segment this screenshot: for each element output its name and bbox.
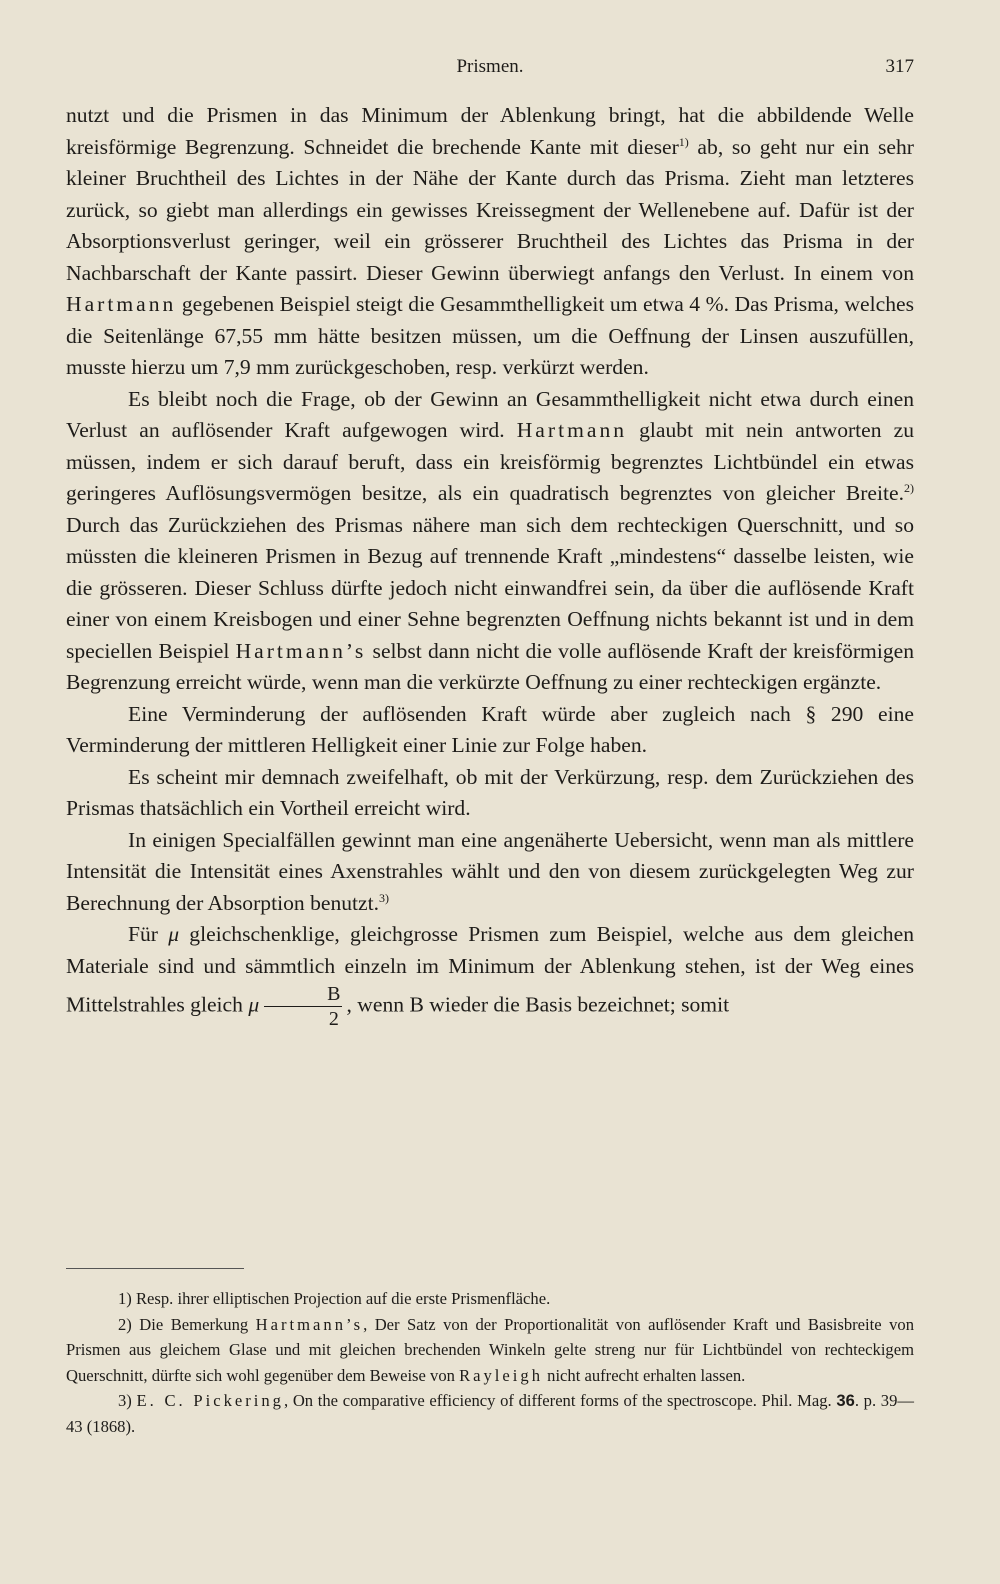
running-header (66, 56, 914, 86)
fraction-numerator: B (327, 983, 341, 1005)
author-name-spaced: Hartmann (66, 292, 177, 316)
footnote-ref-3: 3) (379, 890, 390, 905)
p2-text-d: selbst dann nicht die volle auflösende Kraft der kreisförmigen Begrenzung erreicht würde, wenn man die verkürzte Oeffnung zu einer rechteckigen ergänzte. (66, 638, 915, 694)
main-text (66, 100, 914, 1031)
running-title: Prismen. (456, 56, 524, 77)
p6-text-b: gleichschenklige, gleichgrosse Prismen zum Beispiel, welche aus dem gleichen Materiale sind und sämmtlich einzeln im Minimum der Ablenkung stehen, ist der Weg eines Mittelstrahles gleich (66, 922, 914, 1017)
p1-text-b: ab, so geht nur ein sehr kleiner Bruchtheil des Lichtes in der Nähe der Kante durch das Prisma. Zieht man letzteres zurück, so giebt man allerdings ein gewisses Kreissegment der Wellenebene auf. Dafür ist der Absorptionsverlust geringer, weil ein grösserer Bruchtheil des Lichtes das Prisma in der Nachbarschaft der Kante passirt. Dieser Gewinn überwiegt anfangs den Verlust. In einem von (66, 134, 914, 285)
paragraph-2 (66, 384, 914, 699)
p6-text-a: Für (128, 922, 169, 946)
paragraph-6 (66, 919, 914, 1031)
p6-text-c: , wenn B wieder die Basis bezeichnet; somit (346, 992, 730, 1017)
footnotes (66, 1286, 914, 1440)
footnote-ref-2: 2) (904, 481, 914, 495)
author-name-spaced: Rayleigh (459, 1365, 543, 1385)
fn3-text-b: , On the comparative efficiency of different forms of the spectroscope. Phil. Mag. (283, 1391, 837, 1411)
paragraph-3: Eine Verminderung der auflösenden Kraft würde aber zugleich nach § 290 eine Verminderung der mittleren Helligkeit einer Linie zur Folge haben. (66, 701, 914, 757)
footnote-2 (66, 1312, 914, 1389)
p1-text-c: gegebenen Beispiel steigt die Gesammthelligkeit um etwa 4 %. Das Prisma, welches die Seitenlänge 67,55 mm hätte besitzen müssen, um die Oeffnung der Linsen auszufüllen, musste hierzu um 7,9 mm zurückgeschoben, resp. verkürzt werden. (66, 292, 914, 379)
fn3-text-a: 3) (118, 1391, 137, 1411)
fn2-text-c: nicht aufrecht erhalten lassen. (543, 1365, 746, 1385)
paragraph-4: Es scheint mir demnach zweifelhaft, ob mit der Verkürzung, resp. dem Zurückziehen des Prismas thatsächlich ein Vortheil erreicht wird. (66, 764, 914, 820)
footnote-1: 1) Resp. ihrer elliptischen Projection auf die erste Prismenfläche. (118, 1289, 551, 1308)
p2-text-a: Es bleibt noch die Frage, ob der Gewinn an Gesammthelligkeit nicht etwa durch einen Verlust an auflösender Kraft aufgewogen wird. (66, 386, 914, 442)
author-name-spaced: Hartmann’s (235, 638, 367, 663)
math-mu: μ (248, 992, 260, 1017)
author-name-spaced: E. C. Pickering (136, 1391, 284, 1411)
fraction-denominator: 2 (264, 1006, 342, 1031)
footnote-ref-1: 1) (678, 134, 689, 149)
page-number: 317 (885, 56, 914, 77)
p2-text-c: Durch das Zurückziehen des Prismas nähere man sich dem rechteckigen Querschnitt, und so müssten die kleineren Prismen in Bezug auf trennende Kraft „mindestens“ dasselbe leisten, wie die grösseren. Dieser Schluss dürfte jedoch nicht einwandfrei sein, da über die auflösende Kraft einer von einem Kreisbogen und einer Sehne begrenzten Oeffnung nichts bekannt ist und in dem speciellen Beispiel (66, 512, 914, 663)
paragraph-1 (66, 100, 914, 384)
author-name-spaced: Hartmann’s (255, 1314, 364, 1334)
fn3-text-c: . p. 39—43 (1868). (66, 1391, 914, 1436)
fn2-text-a: 2) Die Bemerkung (118, 1314, 256, 1334)
author-name-spaced: Hartmann (516, 418, 628, 442)
p5-text: In einigen Specialfällen gewinnt man eine angenäherte Uebersicht, wenn man als mittlere Intensität die Intensität eines Axenstrahles wählt und den von diesem zurückgelegten Weg zur Berechnung der Absorption benutzt. (66, 827, 914, 915)
math-mu: μ (168, 922, 180, 946)
fn2-text-b: , Der Satz von der Proportionalität von auflösender Kraft und Basisbreite von Prismen aus gleichem Glase und mit gleichen brechenden Winkeln gelte streng nur für Lichtbündel von rechteckigem Querschnitt, dürfte sich wohl gegenüber dem Beweise von (66, 1314, 914, 1385)
p2-text-b: glaubt mit nein antworten zu müssen, indem er sich darauf beruft, dass ein kreisförmig begrenztes Lichtbündel ein etwas geringeres Auflösungsvermögen besitze, als ein quadratisch begrenztes von gleicher Breite. (66, 418, 915, 505)
footnote-3 (66, 1388, 914, 1439)
volume-number: 36 (836, 1391, 855, 1411)
fraction-b-over-2 (262, 982, 343, 1031)
p1-text-a: nutzt und die Prismen in das Minimum der Ablenkung bringt, hat die abbildende Welle kreisförmige Begrenzung. Schneidet die brechende Kante mit dieser (66, 103, 914, 159)
footnote-separator (66, 1268, 244, 1269)
paragraph-5 (66, 825, 914, 920)
